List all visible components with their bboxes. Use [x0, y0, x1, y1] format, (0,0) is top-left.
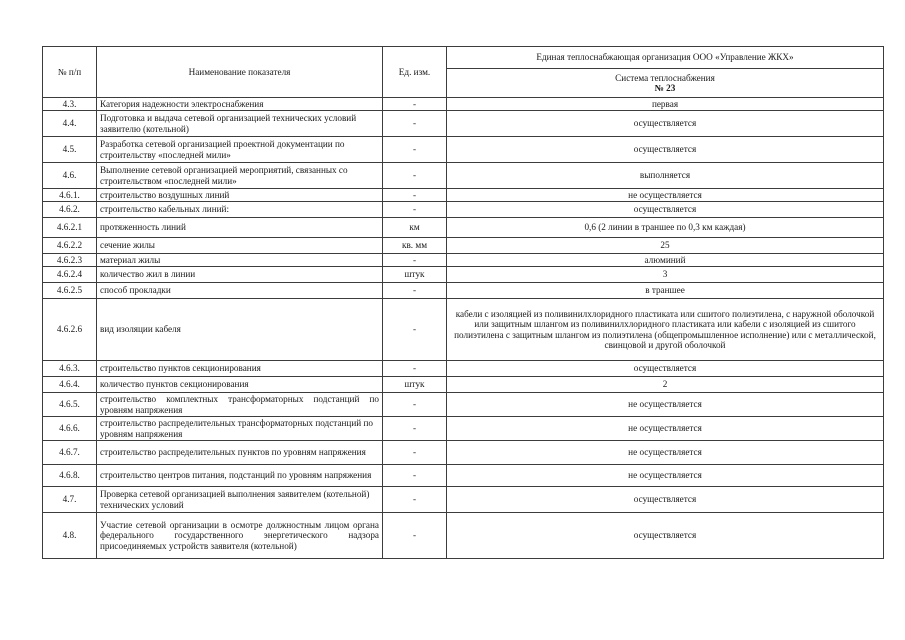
row-number: 4.6.7.: [43, 441, 97, 465]
row-unit: -: [383, 361, 447, 377]
row-number: 4.6.2.1: [43, 218, 97, 238]
row-number: 4.6.3.: [43, 361, 97, 377]
row-value: 0,6 (2 линии в траншее по 0,3 км каждая): [447, 218, 884, 238]
row-unit: -: [383, 299, 447, 361]
row-value: осуществляется: [447, 137, 884, 163]
row-indicator-name: количество жил в линии: [97, 267, 383, 283]
table-row: [43, 361, 884, 377]
row-number: 4.6.2.6: [43, 299, 97, 361]
row-number: 4.6.: [43, 163, 97, 189]
row-unit: штук: [383, 377, 447, 393]
row-indicator-name: Проверка сетевой организацией выполнения заявителем (котельной) технических условий: [97, 487, 383, 513]
table-row: [43, 441, 884, 465]
table-row: [43, 487, 884, 513]
table-row: [43, 283, 884, 299]
row-unit: -: [383, 465, 447, 487]
row-unit: -: [383, 441, 447, 465]
table-row: [43, 137, 884, 163]
row-indicator-name: строительство распределительных пунктов по уровням напряжения: [97, 441, 383, 465]
table-row: [43, 163, 884, 189]
row-value: не осуществляется: [447, 441, 884, 465]
row-value: не осуществляется: [447, 417, 884, 441]
row-value: первая: [447, 98, 884, 111]
row-number: 4.3.: [43, 98, 97, 111]
row-indicator-name: вид изоляции кабеля: [97, 299, 383, 361]
row-number: 4.6.5.: [43, 393, 97, 417]
table-row: [43, 417, 884, 441]
row-value: осуществляется: [447, 202, 884, 218]
row-value: не осуществляется: [447, 465, 884, 487]
table-row: [43, 189, 884, 202]
row-indicator-name: строительство кабельных линий:: [97, 202, 383, 218]
row-unit: -: [383, 163, 447, 189]
table-row: [43, 299, 884, 361]
row-value: не осуществляется: [447, 189, 884, 202]
row-indicator-name: способ прокладки: [97, 283, 383, 299]
table-row: [43, 465, 884, 487]
row-unit: -: [383, 111, 447, 137]
row-indicator-name: строительство комплектных трансформаторных подстанций по уровням напряжения: [97, 393, 383, 417]
col-unit-header: Ед. изм.: [383, 47, 447, 98]
indicators-table: [42, 46, 884, 559]
row-unit: -: [383, 254, 447, 267]
table-row: [43, 513, 884, 559]
system-number: № 23: [654, 83, 676, 93]
row-unit: -: [383, 283, 447, 299]
row-indicator-name: Выполнение сетевой организацией мероприятий, связанных со строительством «последней мили»: [97, 163, 383, 189]
system-header: [447, 69, 884, 98]
row-value: алюминий: [447, 254, 884, 267]
table-row: [43, 377, 884, 393]
table-row: [43, 98, 884, 111]
row-number: 4.6.1.: [43, 189, 97, 202]
row-unit: -: [383, 393, 447, 417]
row-indicator-name: Участие сетевой организации в осмотре должностным лицом органа федерального государственного энергетического надзора присоединяемых устройств заявителя (котельной): [97, 513, 383, 559]
table-row: [43, 218, 884, 238]
row-value: 25: [447, 238, 884, 254]
row-value: осуществляется: [447, 513, 884, 559]
row-value: кабели с изоляцией из поливинилхлоридного пластиката или сшитого полиэтилена, с наружной оболочкой или защитным шлангом из поливинилхлоридного пластиката или кабели с изоляцией из сшитого полиэтилена с защитным шлангом из полиэтилена (общепромышленное исполнение) или с металлической, свинцовой и другой оболочкой: [447, 299, 884, 361]
table-row: [43, 393, 884, 417]
row-indicator-name: протяженность линий: [97, 218, 383, 238]
table-row: [43, 267, 884, 283]
col-num-header: № п/п: [43, 47, 97, 98]
table-row: [43, 238, 884, 254]
table-row: [43, 254, 884, 267]
row-unit: -: [383, 98, 447, 111]
row-number: 4.6.6.: [43, 417, 97, 441]
row-number: 4.5.: [43, 137, 97, 163]
row-value: осуществляется: [447, 361, 884, 377]
row-unit: -: [383, 487, 447, 513]
row-indicator-name: Подготовка и выдача сетевой организацией технических условий заявителю (котельной): [97, 111, 383, 137]
row-number: 4.6.2.4: [43, 267, 97, 283]
row-number: 4.6.4.: [43, 377, 97, 393]
col-name-header: Наименование показателя: [97, 47, 383, 98]
row-value: в траншее: [447, 283, 884, 299]
row-indicator-name: сечение жилы: [97, 238, 383, 254]
row-unit: км: [383, 218, 447, 238]
row-number: 4.7.: [43, 487, 97, 513]
row-number: 4.6.2.2: [43, 238, 97, 254]
row-indicator-name: количество пунктов секционирования: [97, 377, 383, 393]
row-unit: -: [383, 202, 447, 218]
row-indicator-name: строительство пунктов секционирования: [97, 361, 383, 377]
row-unit: -: [383, 417, 447, 441]
row-unit: -: [383, 189, 447, 202]
row-value: осуществляется: [447, 487, 884, 513]
row-indicator-name: строительство воздушных линий: [97, 189, 383, 202]
row-value: выполняется: [447, 163, 884, 189]
table-row: [43, 111, 884, 137]
row-unit: -: [383, 137, 447, 163]
row-number: 4.6.8.: [43, 465, 97, 487]
row-indicator-name: материал жилы: [97, 254, 383, 267]
row-indicator-name: строительство центров питания, подстанций по уровням напряжения: [97, 465, 383, 487]
row-number: 4.4.: [43, 111, 97, 137]
row-unit: -: [383, 513, 447, 559]
row-number: 4.6.2.5: [43, 283, 97, 299]
row-number: 4.6.2.: [43, 202, 97, 218]
row-number: 4.8.: [43, 513, 97, 559]
row-indicator-name: Разработка сетевой организацией проектной документации по строительству «последней мили»: [97, 137, 383, 163]
row-value: 2: [447, 377, 884, 393]
row-unit: кв. мм: [383, 238, 447, 254]
row-value: 3: [447, 267, 884, 283]
table-row: [43, 202, 884, 218]
org-header: Единая теплоснабжающая организация ООО «Управление ЖКХ»: [447, 47, 884, 69]
row-value: осуществляется: [447, 111, 884, 137]
row-number: 4.6.2.3: [43, 254, 97, 267]
row-unit: штук: [383, 267, 447, 283]
row-value: не осуществляется: [447, 393, 884, 417]
system-label: Система теплоснабжения: [615, 72, 715, 83]
row-indicator-name: Категория надежности электроснабжения: [97, 98, 383, 111]
row-indicator-name: строительство распределительных трансформаторных подстанций по уровням напряжения: [97, 417, 383, 441]
